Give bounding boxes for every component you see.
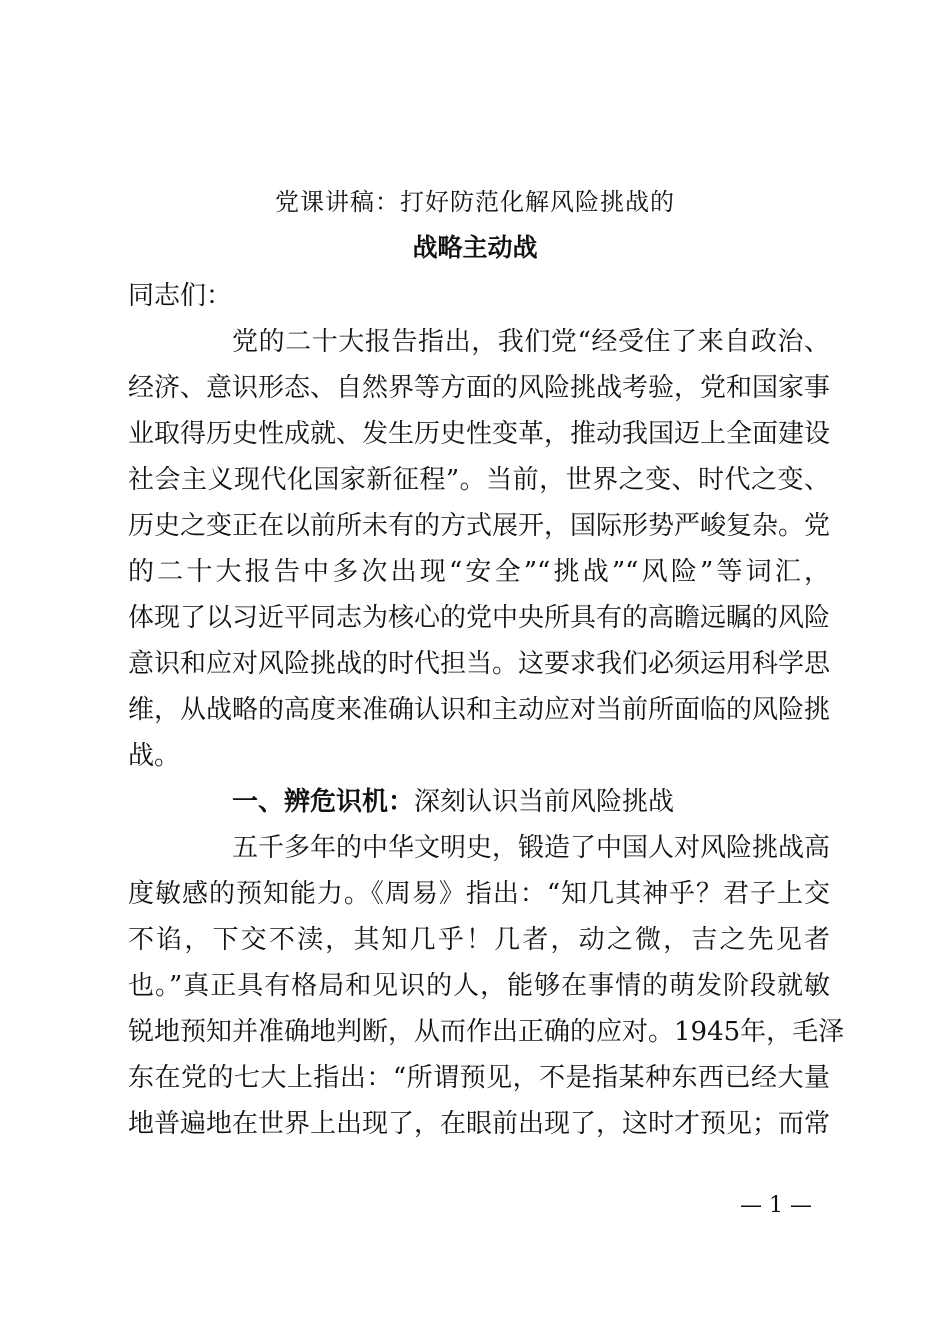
paragraph-line: 维，从战略的高度来准确认识和主动应对当前所面临的风险挑 bbox=[128, 695, 831, 725]
paragraph-line: 五千多年的中华文明史，锻造了中国人对风险挑战高 bbox=[232, 833, 831, 863]
section-heading bbox=[128, 784, 830, 820]
paragraph-line: 意识和应对风险挑战的时代担当。这要求我们必须运用科学思 bbox=[128, 649, 831, 679]
paragraph-line: 不谄，下交不渎，其知几乎！几者，动之微，吉之先见者 bbox=[128, 925, 830, 955]
paragraph-line: 体现了以习近平同志为核心的党中央所具有的高瞻远瞩的风险 bbox=[128, 603, 831, 633]
page-number: — 1 — bbox=[740, 1193, 812, 1218]
paragraph-line: 党的二十大报告指出，我们党“经受住了来自政治、 bbox=[232, 327, 830, 357]
paragraph-line: 锐地预知并准确地判断，从而作出正确的应对。1945年，毛泽 bbox=[128, 1017, 845, 1047]
salutation: 同志们： bbox=[128, 281, 233, 311]
paragraph-line: 战。 bbox=[128, 741, 181, 771]
paragraph-line: 社会主义现代化国家新征程”。当前，世界之变、时代之变、 bbox=[128, 465, 830, 495]
paragraph-line: 地普遍地在世界上出现了，在眼前出现了，这时才预见；而常 bbox=[128, 1109, 831, 1139]
paragraph-line: 的二十大报告中多次出现“安全”“挑战”“风险”等词汇， bbox=[128, 557, 830, 587]
paragraph-line: 东在党的七大上指出：“所谓预见，不是指某种东西已经大量 bbox=[128, 1063, 830, 1093]
paragraph-line: 业取得历史性成就、发生历史性变革，推动我国迈上全面建设 bbox=[128, 419, 831, 449]
paragraph-line: 度敏感的预知能力。《周易》指出：“知几其神乎？君子上交 bbox=[128, 879, 830, 909]
document-title: 党课讲稿：打好防范化解风险挑战的 bbox=[275, 188, 675, 216]
section-heading-text: 深刻认识当前风险挑战 bbox=[414, 787, 675, 817]
paragraph-line: 经济、意识形态、自然界等方面的风险挑战考验，党和国家事 bbox=[128, 373, 831, 403]
paragraph-line: 历史之变正在以前所未有的方式展开，国际形势严峻复杂。党 bbox=[128, 511, 831, 541]
document-subtitle: 战略主动战 bbox=[412, 233, 538, 262]
section-heading-label: 一、辨危识机： bbox=[232, 787, 415, 817]
paragraph-line: 也。”真正具有格局和见识的人，能够在事情的萌发阶段就敏 bbox=[128, 971, 830, 1001]
